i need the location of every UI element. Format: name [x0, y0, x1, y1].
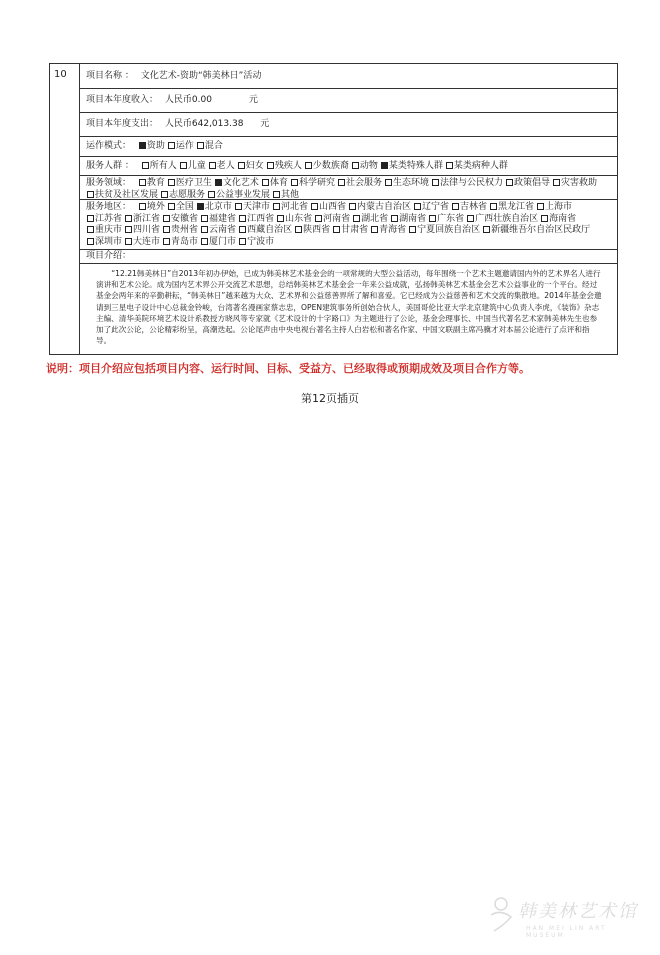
- option-item: [238, 225, 292, 235]
- option-item: [207, 190, 270, 200]
- option-label: 体育: [269, 178, 288, 188]
- unchecked-box-icon: [168, 203, 175, 210]
- option-label: 某类病种人群: [453, 161, 508, 171]
- option-item: [466, 214, 538, 224]
- option-label: 境外: [146, 202, 165, 212]
- option-item: [294, 225, 330, 235]
- unchecked-box-icon: [338, 179, 345, 186]
- option-item: [124, 214, 160, 224]
- unchecked-box-icon: [142, 162, 149, 169]
- option-item: [138, 141, 165, 151]
- unchecked-box-icon: [295, 226, 302, 233]
- option-item: [314, 214, 350, 224]
- fields-row: [80, 176, 617, 200]
- unchecked-box-icon: [163, 226, 170, 233]
- option-label: 所有人: [149, 161, 177, 171]
- option-label: 宁夏回族自治区: [417, 225, 481, 235]
- page-label: 第12页插页: [301, 392, 359, 405]
- income-value: 人民币0.00: [164, 95, 212, 105]
- option-item: [86, 190, 158, 200]
- checked-box-icon: [215, 179, 222, 186]
- option-label: 动物: [359, 161, 378, 171]
- option-item: [162, 225, 198, 235]
- option-label: 文化艺术: [222, 178, 259, 188]
- income-row: [80, 89, 617, 113]
- option-label: 深圳市: [95, 236, 123, 247]
- unchecked-box-icon: [238, 162, 245, 169]
- option-label: 辽宁省: [422, 202, 450, 212]
- unchecked-box-icon: [262, 179, 269, 186]
- option-label: 青岛市: [171, 236, 199, 247]
- option-label: 湖北省: [361, 213, 389, 224]
- people-options: [141, 161, 510, 171]
- option-label: 河北省: [280, 202, 308, 212]
- option-label: 儿童: [187, 161, 206, 171]
- unchecked-box-icon: [201, 226, 208, 233]
- option-item: [272, 202, 308, 212]
- unchecked-box-icon: [235, 203, 242, 210]
- option-label: 黑龙江省: [498, 202, 535, 212]
- unchecked-box-icon: [541, 215, 548, 222]
- option-item: [124, 237, 160, 247]
- option-label: 北京市: [204, 202, 232, 212]
- option-item: [162, 214, 198, 224]
- option-label: 广西壮族自治区: [475, 213, 539, 224]
- unchecked-box-icon: [201, 215, 208, 222]
- regions-label: 服务地区：: [86, 202, 132, 212]
- option-label: 江西省: [247, 213, 275, 224]
- fields-label: 服务领域：: [86, 178, 132, 188]
- mode-options: [138, 141, 225, 151]
- row-number: 10: [54, 69, 67, 80]
- option-label: 资助: [146, 141, 165, 151]
- option-label: 云南省: [209, 225, 237, 235]
- option-label: 其他: [281, 189, 300, 200]
- option-item: [196, 202, 232, 212]
- option-label: 天津市: [242, 202, 270, 212]
- option-label: 宁波市: [247, 236, 275, 247]
- checked-box-icon: [381, 162, 388, 169]
- option-label: 陕西省: [303, 225, 331, 235]
- option-item: [351, 161, 378, 171]
- unchecked-box-icon: [291, 179, 298, 186]
- option-item: [234, 202, 270, 212]
- option-label: 内蒙古自治区: [356, 202, 411, 212]
- option-label: 安徽省: [171, 213, 199, 224]
- option-label: 扶贫及社区发展: [95, 189, 159, 200]
- unchecked-box-icon: [277, 215, 284, 222]
- unchecked-box-icon: [371, 226, 378, 233]
- logo-text-cn: 韩美林艺术馆: [518, 901, 638, 922]
- expense-row: [80, 113, 617, 137]
- unchecked-box-icon: [239, 215, 246, 222]
- option-label: 海南省: [549, 213, 577, 224]
- unchecked-box-icon: [201, 238, 208, 245]
- option-item: [337, 178, 382, 188]
- option-label: 运作: [175, 141, 194, 151]
- option-label: 青海省: [379, 225, 407, 235]
- note-text: 说明：项目介绍应包括项目内容、运行时间、目标、受益方、已经取得或预期成效及项目合作方等。: [46, 362, 530, 375]
- unchecked-box-icon: [273, 191, 280, 198]
- option-label: 甘肃省: [341, 225, 369, 235]
- project-form: [49, 63, 618, 355]
- option-item: [370, 225, 406, 235]
- checked-box-icon: [197, 203, 204, 210]
- option-item: [489, 202, 534, 212]
- option-item: [138, 178, 165, 188]
- unchecked-box-icon: [125, 215, 132, 222]
- regions-row: [80, 200, 617, 250]
- unchecked-box-icon: [352, 162, 359, 169]
- option-label: 妇女: [245, 161, 264, 171]
- option-item: [200, 214, 236, 224]
- unchecked-box-icon: [239, 238, 246, 245]
- option-item: [200, 225, 236, 235]
- option-item: [138, 202, 165, 212]
- unchecked-box-icon: [483, 226, 490, 233]
- option-item: [348, 202, 411, 212]
- unchecked-box-icon: [446, 162, 453, 169]
- intro-text: “12.21韩美林日”自2013年初办伊始，已成为韩美林艺术基金会的一项常规的大型公益活动，每年围绕一个艺术主题邀请国内外的艺术界名人进行演讲和艺术公论。成为国内艺术界公开交流艺术思想，总结韩美林艺术基金会一年来公益成就，弘扬韩美林艺术基金会艺术公益事业的一个平台。经过基金会两年来的辛勤耕耘，“韩美林日”越来越为大众、艺术界和公益慈善界所了解和喜爱。它已经成为公益慈善和艺术交流的集散地。2014年基金会邀请到三星电子设计中心总裁金铃峻，台湾著名漫画家蔡志忠，OPEN建筑事务所创始合伙人，美国哥伦比亚大学北京建筑中心负责人李虎，《装饰》杂志主编、清华美院环境艺术设计系教授方晓风等专家就《艺术设计的十字路口》为主题进行了公论，基金会理事长、中国当代著名艺术家韩美林先生也参加了此次公论，公论精彩纷呈，高潮迭起。公论尾声由中央电视台著名主持人白岩松和著名作家、中国文联副主席冯骥才对本届公论进行了点评和指导。: [96, 269, 602, 346]
- option-label: 浙江省: [133, 213, 161, 224]
- unchecked-box-icon: [139, 179, 146, 186]
- option-label: 江苏省: [95, 213, 123, 224]
- option-label: 全国: [175, 202, 194, 212]
- option-item: [162, 237, 198, 247]
- option-label: 厦门市: [209, 236, 237, 247]
- unchecked-box-icon: [87, 215, 94, 222]
- income-label: 项目本年度收入：: [86, 95, 159, 105]
- expense-value: 人民币642,013.38: [164, 119, 244, 129]
- option-item: [238, 237, 274, 247]
- option-label: 贵州省: [171, 225, 199, 235]
- expense-unit: 元: [260, 119, 270, 129]
- people-row: [80, 157, 617, 176]
- project-name-value: 文化艺术-资助“韩美林日”活动: [140, 71, 262, 81]
- option-item: [304, 161, 349, 171]
- option-item: [482, 225, 590, 235]
- unchecked-box-icon: [87, 191, 94, 198]
- unchecked-box-icon: [87, 226, 94, 233]
- option-item: [413, 202, 449, 212]
- regions-options: [86, 202, 592, 247]
- option-label: 四川省: [133, 225, 161, 235]
- option-label: 山东省: [285, 213, 313, 224]
- unchecked-box-icon: [168, 179, 175, 186]
- option-item: [266, 161, 302, 171]
- option-label: 河南省: [323, 213, 351, 224]
- unchecked-box-icon: [139, 203, 146, 210]
- option-item: [124, 225, 160, 235]
- logo-mark-icon: [486, 895, 516, 935]
- option-item: [384, 178, 429, 188]
- people-label: 服务人群 ：: [86, 161, 134, 171]
- option-item: [290, 178, 335, 188]
- unchecked-box-icon: [311, 203, 318, 210]
- option-item: [141, 161, 177, 171]
- option-label: 公益事业发展: [216, 189, 271, 200]
- unchecked-box-icon: [125, 238, 132, 245]
- unchecked-box-icon: [385, 179, 392, 186]
- unchecked-box-icon: [239, 226, 246, 233]
- option-item: [179, 161, 206, 171]
- option-label: 某类特殊人群: [388, 161, 443, 171]
- option-item: [167, 202, 194, 212]
- unchecked-box-icon: [197, 142, 204, 149]
- intro-label: 项目介绍：: [86, 251, 132, 261]
- option-item: [196, 141, 223, 151]
- option-label: 老人: [216, 161, 235, 171]
- unchecked-box-icon: [305, 162, 312, 169]
- fields-options: [86, 178, 599, 200]
- option-item: [332, 225, 368, 235]
- option-item: [352, 214, 388, 224]
- option-item: [408, 225, 480, 235]
- unchecked-box-icon: [391, 215, 398, 222]
- option-item: [214, 178, 259, 188]
- intro-label-row: [80, 250, 617, 264]
- option-label: 法律与公民权力: [440, 178, 504, 188]
- option-item: [167, 178, 212, 188]
- option-item: [160, 190, 205, 200]
- option-label: 混合: [204, 141, 223, 151]
- project-name-row: [80, 64, 617, 89]
- option-item: [445, 161, 508, 171]
- unchecked-box-icon: [180, 162, 187, 169]
- option-label: 政策倡导: [514, 178, 551, 188]
- logo-text-en: HAN MEI LIN ART MUSEUM: [526, 925, 607, 939]
- unchecked-box-icon: [414, 203, 421, 210]
- unchecked-box-icon: [267, 162, 274, 169]
- unchecked-box-icon: [333, 226, 340, 233]
- unchecked-box-icon: [537, 203, 544, 210]
- unchecked-box-icon: [432, 179, 439, 186]
- unchecked-box-icon: [506, 179, 513, 186]
- museum-logo: [486, 895, 646, 945]
- project-name-label: 项目名称 ：: [86, 71, 134, 81]
- option-item: [276, 214, 312, 224]
- option-item: [272, 190, 299, 200]
- unchecked-box-icon: [87, 238, 94, 245]
- option-item: [428, 214, 464, 224]
- option-item: [86, 214, 122, 224]
- unchecked-box-icon: [209, 162, 216, 169]
- unchecked-box-icon: [409, 226, 416, 233]
- option-label: 灾害救助: [561, 178, 598, 188]
- option-item: [380, 161, 443, 171]
- option-item: [167, 141, 194, 151]
- option-item: [451, 202, 487, 212]
- mode-row: [80, 137, 617, 157]
- option-item: [505, 178, 550, 188]
- expense-label: 项目本年度支出：: [86, 119, 159, 129]
- option-label: 福建省: [209, 213, 237, 224]
- mode-label: 运作模式：: [86, 141, 132, 151]
- option-label: 医疗卫生: [175, 178, 212, 188]
- option-item: [238, 214, 274, 224]
- option-item: [86, 225, 122, 235]
- option-item: [208, 161, 235, 171]
- option-label: 广东省: [437, 213, 465, 224]
- option-item: [390, 214, 426, 224]
- option-label: 残疾人: [274, 161, 302, 171]
- option-label: 西藏自治区: [247, 225, 293, 235]
- option-label: 湖南省: [399, 213, 427, 224]
- unchecked-box-icon: [353, 215, 360, 222]
- option-label: 生态环境: [392, 178, 429, 188]
- unchecked-box-icon: [161, 191, 168, 198]
- unchecked-box-icon: [429, 215, 436, 222]
- option-label: 科学研究: [298, 178, 335, 188]
- option-label: 少数族裔: [312, 161, 349, 171]
- option-label: 山西省: [318, 202, 346, 212]
- option-item: [261, 178, 288, 188]
- checked-box-icon: [139, 142, 146, 149]
- option-label: 大连市: [133, 236, 161, 247]
- option-item: [200, 237, 236, 247]
- option-item: [540, 214, 576, 224]
- option-label: 教育: [146, 178, 165, 188]
- option-item: [310, 202, 346, 212]
- option-item: [552, 178, 597, 188]
- unchecked-box-icon: [452, 203, 459, 210]
- unchecked-box-icon: [349, 203, 356, 210]
- row-number-column: [50, 64, 80, 354]
- option-item: [237, 161, 264, 171]
- option-label: 社会服务: [345, 178, 382, 188]
- option-label: 志愿服务: [169, 189, 206, 200]
- unchecked-box-icon: [553, 179, 560, 186]
- unchecked-box-icon: [163, 215, 170, 222]
- option-label: 新疆维吾尔自治区民政厅: [491, 225, 591, 235]
- income-unit: 元: [248, 95, 258, 105]
- option-label: 吉林省: [460, 202, 488, 212]
- unchecked-box-icon: [273, 203, 280, 210]
- unchecked-box-icon: [467, 215, 474, 222]
- unchecked-box-icon: [208, 191, 215, 198]
- option-item: [536, 202, 572, 212]
- unchecked-box-icon: [315, 215, 322, 222]
- option-item: [86, 237, 122, 247]
- unchecked-box-icon: [490, 203, 497, 210]
- option-item: [431, 178, 503, 188]
- unchecked-box-icon: [163, 238, 170, 245]
- unchecked-box-icon: [125, 226, 132, 233]
- option-label: 重庆市: [95, 225, 123, 235]
- option-label: 上海市: [545, 202, 573, 212]
- unchecked-box-icon: [168, 142, 175, 149]
